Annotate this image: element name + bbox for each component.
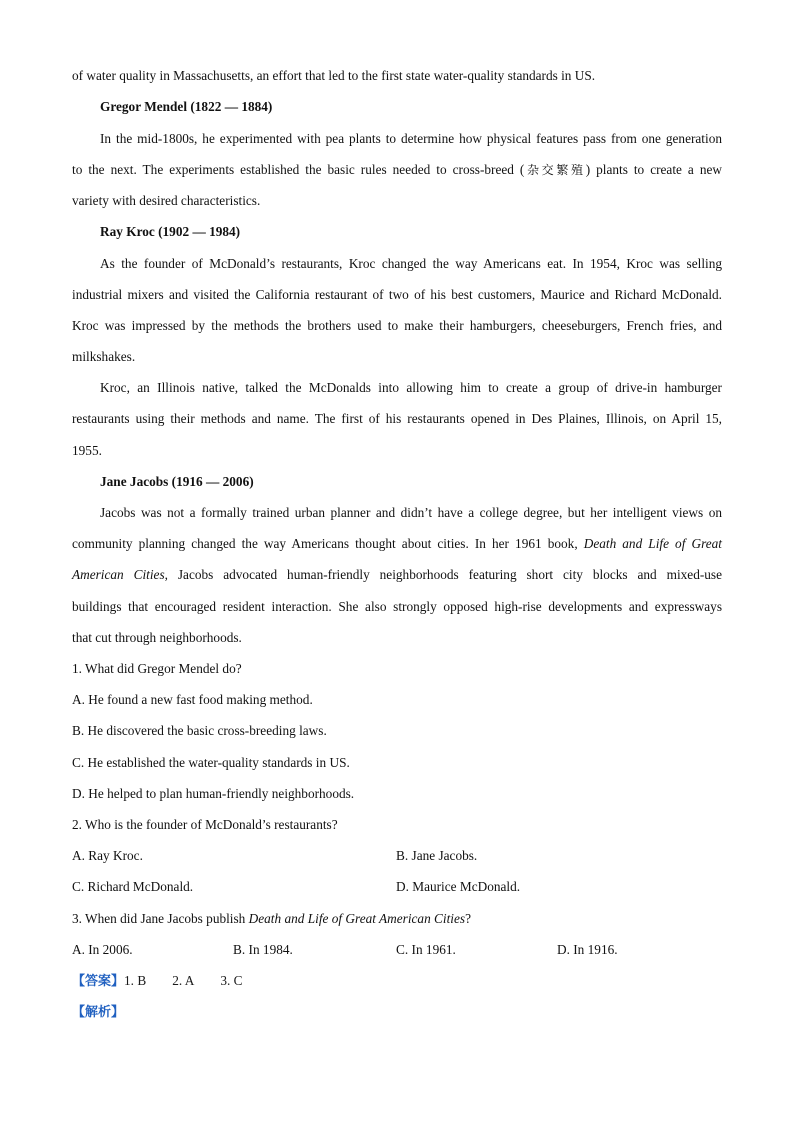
answer-2: 2. A xyxy=(172,973,195,988)
option-3c: C. In 1961. xyxy=(396,942,456,957)
analysis-label: 【解析】 xyxy=(72,1005,125,1020)
passage-line: community planning changed the way Americans thought about cities. In her 1961 book, Death and Life of Great xyxy=(72,536,723,551)
passage-line: In the mid-1800s, he experimented with pea plants to determine how physical features pass from one generation xyxy=(100,131,722,146)
answer-1: 1. B xyxy=(124,973,147,988)
answer-key xyxy=(72,973,243,990)
question-1: 1. What did Gregor Mendel do? xyxy=(72,661,242,676)
answer-3: 3. C xyxy=(220,973,243,988)
heading-mendel: Gregor Mendel (1822 — 1884) xyxy=(100,99,273,114)
passage-line: Kroc was impressed by the methods the brothers used to make their hamburgers, cheeseburgers, French fries, and xyxy=(72,318,722,333)
passage-line: industrial mixers and visited the California restaurant of two of his best customers, Maurice and Richard McDonald. xyxy=(72,287,722,302)
passage-line: Jacobs was not a formally trained urban planner and didn’t have a college degree, but her intelligent views on xyxy=(100,505,722,520)
option-3b: B. In 1984. xyxy=(233,942,293,957)
passage-line: variety with desired characteristics. xyxy=(72,193,261,208)
passage-line: American Cities, Jacobs advocated human-friendly neighborhoods featuring short city blocks and mixed-use xyxy=(72,567,722,582)
option-1a: A. He found a new fast food making method. xyxy=(72,692,313,707)
option-2d: D. Maurice McDonald. xyxy=(396,879,521,894)
option-2b: B. Jane Jacobs. xyxy=(396,848,478,863)
passage-line: to the next. The experiments established the basic rules needed to cross-breed (杂交繁殖) plants to create a new xyxy=(72,162,722,177)
option-3d: D. In 1916. xyxy=(557,942,618,957)
option-2c: C. Richard McDonald. xyxy=(72,879,194,894)
passage-line: 1955. xyxy=(72,443,102,458)
passage-line: buildings that encouraged resident interaction. She also strongly opposed high-rise developments and expressways xyxy=(72,599,722,614)
option-2a: A. Ray Kroc. xyxy=(72,848,143,863)
passage-line: that cut through neighborhoods. xyxy=(72,630,242,645)
passage-line: As the founder of McDonald’s restaurants, Kroc changed the way Americans eat. In 1954, Kroc was selling xyxy=(100,256,722,271)
passage-line: of water quality in Massachusetts, an effort that led to the first state water-quality standards in US. xyxy=(72,68,596,83)
option-3a: A. In 2006. xyxy=(72,942,133,957)
passage-line: milkshakes. xyxy=(72,349,136,364)
question-2: 2. Who is the founder of McDonald’s restaurants? xyxy=(72,817,338,832)
passage-line: restaurants using their methods and name. The first of his restaurants opened in Des Plaines, Illinois, on April 15, xyxy=(72,411,722,426)
option-1b: B. He discovered the basic cross-breeding laws. xyxy=(72,723,327,738)
option-1d: D. He helped to plan human-friendly neighborhoods. xyxy=(72,786,355,801)
answer-label: 【答案】 xyxy=(72,974,125,989)
heading-jacobs: Jane Jacobs (1916 — 2006) xyxy=(100,474,254,489)
question-3: 3. When did Jane Jacobs publish Death and Life of Great American Cities? xyxy=(72,911,471,926)
option-1c: C. He established the water-quality standards in US. xyxy=(72,755,350,770)
passage-line: Kroc, an Illinois native, talked the McDonalds into allowing him to create a group of drive-in hamburger xyxy=(100,380,722,395)
heading-kroc: Ray Kroc (1902 — 1984) xyxy=(100,224,241,239)
